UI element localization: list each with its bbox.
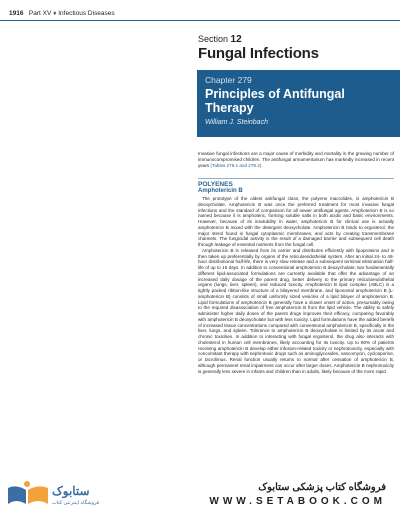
chapter-author: William J. Steinbach [205, 119, 268, 126]
watermark-logo [0, 478, 100, 512]
store-url: WWW.SETABOOK.COM [209, 496, 386, 507]
watermark-banner [194, 480, 400, 512]
intro-paragraph [198, 151, 394, 168]
chapter-banner [197, 70, 400, 137]
intro-text: Invasive fungal infections are a major cause of morbidity and mortality in the growing number of immunocompromised children. The antifungal armamentarium has markedly increased in recent years [198, 151, 394, 168]
body-paragraph: Amphotericin B is released from its carrier and distributes efficiently with lipoproteins and is then taken up preferentially by organs of the reticuloendothelial system. After an initial 24- to 48-hour distributional half-life, there is very slow release and a subsequent terminal elimination half-life of up to 15 days. In addition to conventional amphotericin B deoxycholate, two fundamentally different lipid-associated formulations are currently available that offer the advantage of an increased daily dosage of the parent drug, better delivery to the primary reticuloendothelial organs (lungs, liver, spleen), and reduced toxicity. Amphotericin B lipid complex (ABLC) is a tightly packed ribbon-like structure of a bilayered membrane, and liposomal amphotericin B (L-amphotericin B) consists of small uniformly sized vesicles of a lipid bilayer of amphotericin B. Lipid formulations of amphotericin B generally have a slower onset of action, presumably owing to the required disassociation of free amphotericin B from the lipid vehicle. The ability to safely administer higher daily doses of the parent drugs improves their efficacy, comparing favorably with amphotericin B deoxycholate but with less toxicity. Lipid formulations have the added benefit of increased tissue concentrations compared with conventional amphotericin B, specifically in the liver, lungs, and spleen. Tolerance to amphotericin B deoxycholate is limited by its acute and chronic toxicities. In addition to interacting with fungal ergosterol, the drug also interacts with cholesterol in human cell membranes, likely accounting for its toxicity. Up to 80% of patients receiving amphotericin B develop either infusion-related toxicity or nephrotoxicity, especially with concomitant therapy with nephrotoxic drugs such as aminoglycosides, vancomycin, cyclosporine, or tacrolimus. Renal function usually returns to normal after cessation of amphotericin B, although permanent renal impairment can occur after larger doses. Amphotericin B nephrotoxicity is generally less severe in infants and children than in adults, likely because of the more rapid [198, 247, 394, 374]
section-word: Section [198, 34, 229, 44]
running-header-text [9, 10, 115, 17]
body-column [198, 196, 394, 374]
section-name: Infectious Diseases [58, 10, 115, 17]
intro-divider [198, 178, 394, 179]
chapter-title: Principles of Antifungal Therapy [205, 87, 345, 115]
page-number: 1916 [9, 10, 24, 17]
watermark-logo-text: ستابوک [52, 484, 90, 498]
table-reference-link[interactable]: (Tables 279.1 and 279.2) [210, 162, 262, 168]
section-label [198, 34, 242, 45]
watermark-logo-subtitle: فروشگاه اینترنتی کتاب [52, 500, 100, 506]
header-rule [0, 20, 400, 21]
part-label: Part XV [28, 10, 52, 17]
heading-polyenes: POLYENES [198, 181, 233, 188]
store-name: فروشگاه کتاب پزشکی ستابوک [258, 482, 386, 493]
book-logo-icon [4, 478, 54, 508]
heading-amphotericin-b: Amphotericin B [198, 188, 243, 194]
separator-glyph: ♦ [53, 10, 57, 17]
chapter-label: Chapter 279 [205, 75, 252, 85]
running-header [0, 0, 400, 22]
body-paragraph: The prototype of the oldest antifungal class, the polyene macrolides, is amphotericin B deoxycholate. Amphotericin B was once the preferred treatment for most invasive fungal infections and the standard of comparison for all newer antifungal agents. Amphotericin B is so named because it is amphoteric, forming soluble salts in both acidic and basic environments. However, because of its insolubility in water, amphotericin B for clinical use is actually amphotericin B mixed with the detergent deoxycholate. Amphotericin B binds to ergosterol, the major sterol found in fungal cytoplasmic membranes, and acts by creating transmembrane channels. The fungicidal activity is the result of a damaged barrier and subsequent cell death through leakage of essential nutrients from the fungal cell. [198, 196, 394, 247]
section-title: Fungal Infections [198, 45, 319, 62]
intro-end: . [261, 162, 263, 168]
section-number: 12 [230, 34, 242, 45]
